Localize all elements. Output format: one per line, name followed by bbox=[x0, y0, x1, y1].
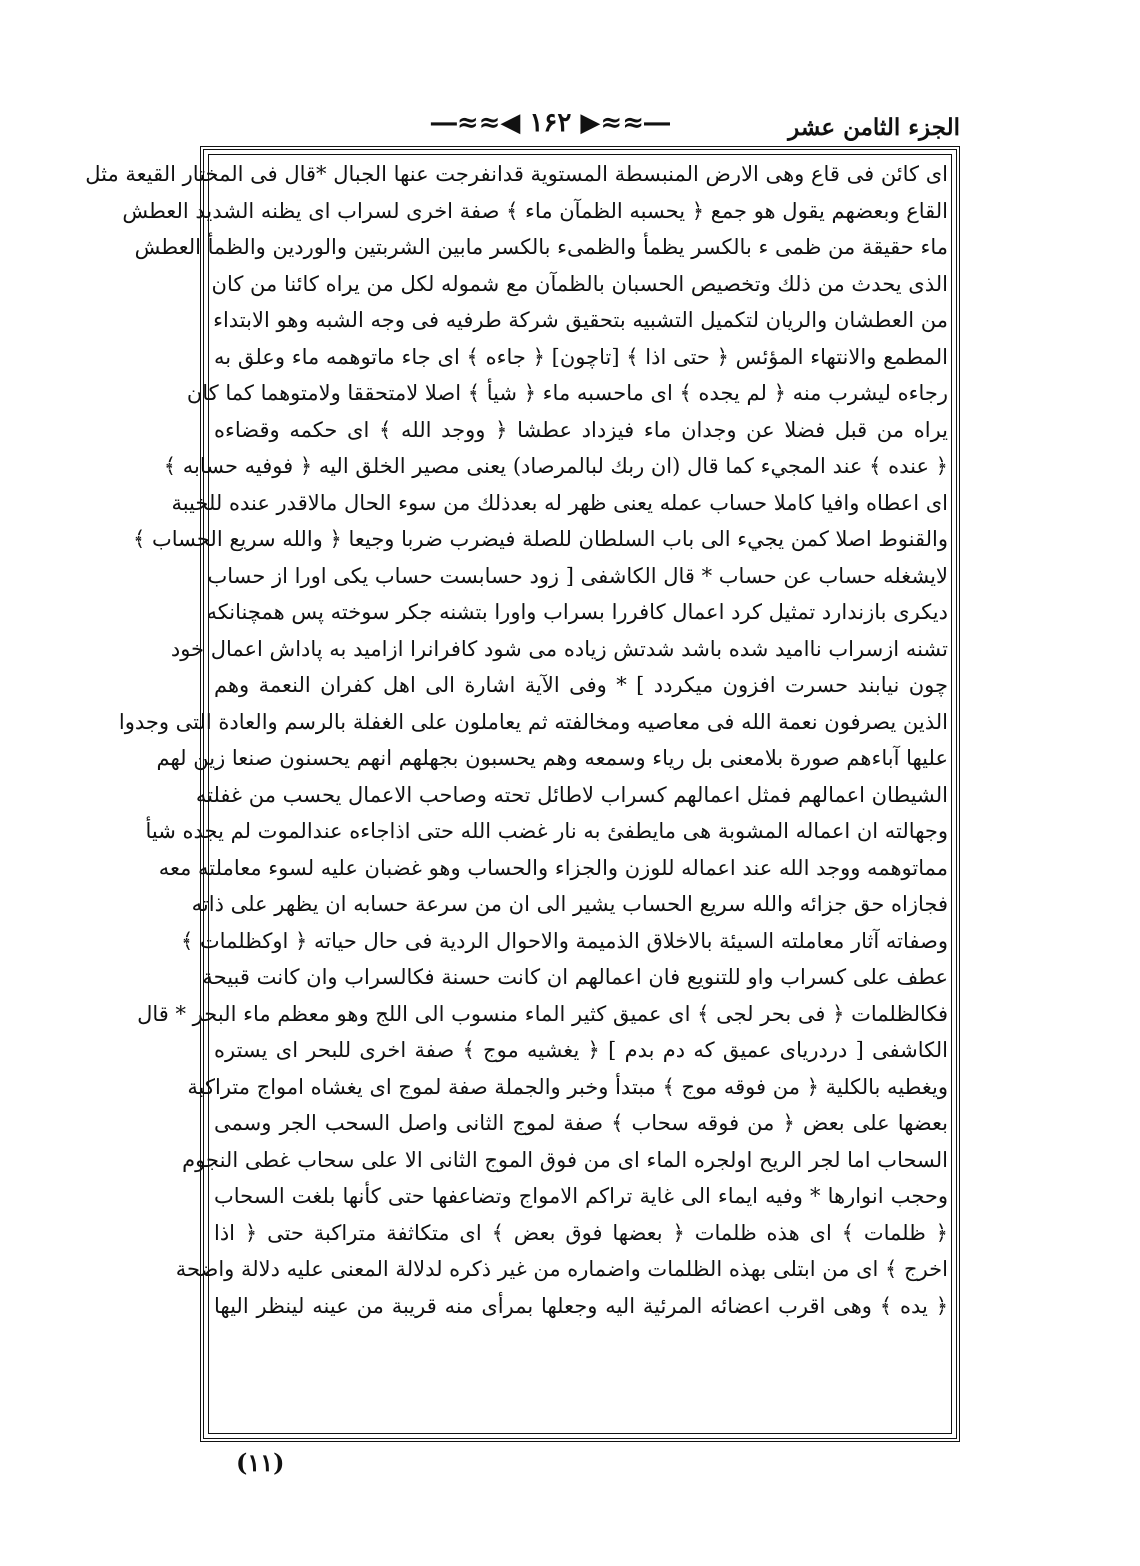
text-line: الكاشفى [ دردرياى عميق كه دم بدم ] ﴿ يغشيه موج ﴾ صفة اخرى للبحر اى يستره bbox=[214, 1038, 948, 1062]
text-line: والقنوط اصلا كمن يجيء الى باب السلطان للصلة فيضرب ضربا وجيعا ﴿ والله سريع الحساب ﴾ bbox=[132, 527, 948, 551]
text-line: رجاءه ليشرب منه ﴿ لم يجده ﴾ اى ماحسبه ماء ﴿ شيأ ﴾ اصلا لامتحققا ولامتوهما كما كان bbox=[186, 381, 948, 405]
text-line: چون نيابند حسرت افزون ميكردد ] * وفى الآية اشارة الى اهل كفران النعمة وهم bbox=[214, 673, 948, 697]
text-line: يراه من قبل فضلا عن وجدان ماء فيزداد عطشا ﴿ ووجد الله ﴾ اى حكمه وقضاءه bbox=[214, 417, 948, 442]
text-line: تشنه ازسراب نااميد شده باشد شدتش زياده مى شود كافرانرا ازاميد به پاداش اعمال خود bbox=[170, 636, 948, 661]
text-line: عطف على كسراب واو للتنويع فان اعمالهم ان كانت حسنة فكالسراب وان كانت قبيحة bbox=[202, 965, 948, 989]
text-line: القاع وبعضهم يقول هو جمع ﴿ يحسبه الظمآن ماء ﴾ صفة اخرى لسراب اى يظنه الشديد العطش bbox=[122, 198, 948, 223]
text-line: من العطشان والريان لتكميل التشبيه بتحقيق شركة طرفيه فى وجه الشبه وهو الابتداء bbox=[213, 308, 948, 332]
text-line: اى اعطاه وافيا كاملا حساب عمله يعنى ظهر له بعدذلك من سوء الحال مالاقدر عنده للخيبة bbox=[171, 490, 948, 515]
text-line: الذين يصرفون نعمة الله فى معاصيه ومخالفته ثم يعاملون على الغفلة بالرسم والعادة التى وجدوا bbox=[118, 709, 948, 734]
running-title: الجزء الثامن عشر bbox=[788, 114, 960, 141]
text-line: بعضها على بعض ﴿ من فوقه سحاب ﴾ صفة لموج الثانى واصل السحب الجر وسمى bbox=[214, 1111, 948, 1135]
text-line: اخرج ﴾ اى من ابتلى بهذه الظلمات واضماره من غير ذكره لدلالة المعنى عليه دلالة واضحة bbox=[175, 1257, 948, 1281]
text-line: وجهالته ان اعماله المشوبة هى مايطفئ به نار غضب الله حتى اذاجاءه عندالموت لم يجده شيأ bbox=[145, 819, 948, 843]
main-text-block bbox=[85, 156, 948, 1436]
text-line: السحاب اما لجر الريح اولجره الماء اى من فوق الموج الثانى الا على سحاب غطى النجوم bbox=[182, 1147, 948, 1172]
text-line: وحجب انوارها * وفيه ايماء الى غاية تراكم الامواج وتضاعفها حتى كأنها بلغت السحاب bbox=[214, 1184, 948, 1208]
text-line: مماتوهمه ووجد الله عند اعماله للوزن والجزاء والحساب وهو غضبان عليه لسوء معاملته معه bbox=[158, 855, 948, 880]
text-line: فجازاه حق جزائه والله سريع الحساب يشير الى ان من سرعة حسابه ان يظهر على ذاته bbox=[191, 892, 948, 916]
text-line: عليها آباءهم صورة بلامعنى بل رياء وسمعه وهم يحسبون بجهلهم انهم يحسنون صنعا زين لهم bbox=[156, 746, 948, 770]
page-number bbox=[430, 108, 670, 138]
right-ornament: ◀≈≈― bbox=[430, 108, 530, 138]
text-line: ﴿ ظلمات ﴾ اى هذه ظلمات ﴿ بعضها فوق بعض ﴾ اى متكاثفة متراكبة حتى ﴿ اذا bbox=[214, 1220, 948, 1245]
text-line: فكالظلمات ﴿ فى بحر لجى ﴾ اى عميق كثير الماء منسوب الى اللج وهو معظم ماء البحر * قال bbox=[137, 1001, 948, 1026]
text-line: المطمع والانتهاء المؤئس ﴿ حتى اذا ﴾ [تاچون] ﴿ جاءه ﴾ اى جاء ماتوهمه ماء وعلق به bbox=[214, 344, 948, 369]
text-line: الذى يحدث من ذلك وتخصيص الحسبان بالظمآن مع شموله لكل من يراه كائنا من كان bbox=[211, 271, 948, 296]
text-line: ويغطيه بالكلية ﴿ من فوقه موج ﴾ مبتدأ وخبر والجملة صفة لموج اى يغشاه امواج متراكبة bbox=[187, 1074, 948, 1099]
page-number-value: ۱۶۲ bbox=[529, 108, 572, 138]
text-line: لايشغله حساب عن حساب * قال الكاشفى [ زود حسابست حساب يكى اورا از حساب bbox=[207, 563, 948, 588]
left-ornament: ―≈≈▶ bbox=[571, 108, 670, 138]
text-line: ﴿ عنده ﴾ عند المجيء كما قال (ان ربك لبالمرصاد) يعنى مصير الخلق اليه ﴿ فوفيه حسابه ﴾ bbox=[163, 454, 948, 478]
text-line: الشيطان اعمالهم فمثل اعمالهم كسراب لاطائل تحته وصاحب الاعمال يحسب من غفلته bbox=[195, 782, 948, 807]
text-line: ديكرى بازندارد تمثيل كرد اعمال كافررا بسراب واورا بتشنه جكر سوخته پس همچنانكه bbox=[206, 600, 948, 624]
text-line: اى كائن فى قاع وهى الارض المنبسطة المستوية قدانفرجت عنها الجبال *قال فى المختار القيعة مثل bbox=[85, 162, 948, 186]
text-line: وصفاته آثار معاملته السيئة بالاخلاق الذميمة والاحوال الردية فى حال حياته ﴿ اوكظلمات ﴾ bbox=[180, 928, 948, 953]
page-header bbox=[200, 108, 960, 148]
text-line: ﴿ يده ﴾ وهى اقرب اعضائه المرئية اليه وجعلها بمرأى منه قريبة من عينه لينظر اليها bbox=[214, 1293, 948, 1318]
signature-mark: (۱۱) bbox=[236, 1448, 285, 1477]
text-line: ماء حقيقة من ظمى ء بالكسر يظمأ والظمىء بالكسر مابين الشربتين والوردين والظمأ العطش bbox=[134, 235, 948, 259]
